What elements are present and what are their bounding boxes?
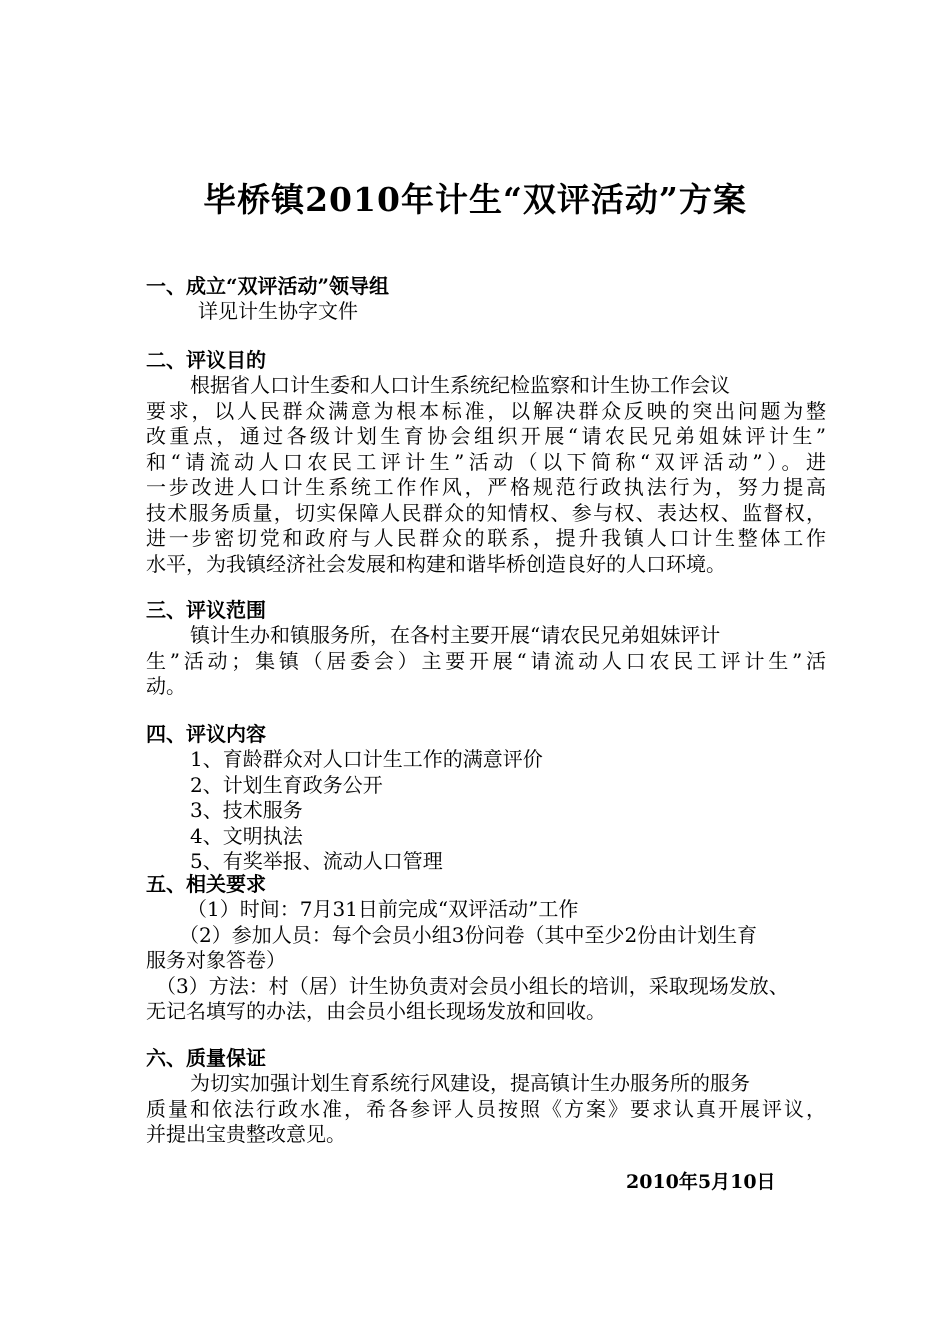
paragraph-line: 生”活动；集镇（居委会）主要开展“请流动人口农民工评计生”活 xyxy=(146,648,826,673)
paragraph-line: （3）方法：村（居）计生协负责对会员小组长的培训，采取现场发放、 xyxy=(156,973,789,998)
paragraph-line: 为切实加强计划生育系统行风建设，提高镇计生办服务所的服务 xyxy=(190,1071,750,1095)
list-item: 2、计划生育政务公开 xyxy=(190,772,383,797)
section-heading: 二、评议目的 xyxy=(146,348,266,372)
section-heading: 三、评议范围 xyxy=(146,598,266,622)
paragraph-line: 和“请流动人口农民工评计生”活动（以下简称“双评活动”）。进 xyxy=(146,449,826,474)
section-heading: 四、评议内容 xyxy=(146,722,266,746)
section-requirements xyxy=(146,872,826,1025)
section-purpose xyxy=(146,348,826,577)
section-heading: 五、相关要求 xyxy=(146,872,266,896)
paragraph-line: 详见计生协字文件 xyxy=(198,299,358,323)
document-date: 2010年5月10日 xyxy=(626,1171,776,1193)
paragraph-line: （2）参加人员：每个会员小组3份问卷（其中至少2份由计划生育 xyxy=(179,922,758,947)
list-item: 1、育龄群众对人口计生工作的满意评价 xyxy=(190,747,543,771)
paragraph-line: 无记名填写的办法，由会员小组长现场发放和回收。 xyxy=(146,999,606,1023)
list-item: 3、技术服务 xyxy=(190,798,303,822)
section-scope xyxy=(146,598,826,700)
paragraph-line: 并提出宝贵整改意见。 xyxy=(146,1122,346,1146)
paragraph-line: 要求，以人民群众满意为根本标准，以解决群众反映的突出问题为整 xyxy=(146,398,826,423)
list-item: 4、文明执法 xyxy=(190,823,303,848)
document-title: 毕桥镇2010年计生“双评活动”方案 xyxy=(203,180,747,219)
paragraph-line: 改重点，通过各级计划生育协会组织开展“请农民兄弟姐妹评计生” xyxy=(146,424,826,448)
section-quality-assurance xyxy=(146,1046,826,1148)
section-leadership-group xyxy=(146,274,826,325)
section-heading: 六、质量保证 xyxy=(146,1046,266,1070)
section-heading: 一、成立“双评活动”领导组 xyxy=(146,274,390,298)
paragraph-line: 镇计生办和镇服务所，在各村主要开展“请农民兄弟姐妹评计 xyxy=(190,623,721,647)
paragraph-line: 一步改进人口计生系统工作作风，严格规范行政执法行为，努力提高 xyxy=(146,475,826,499)
paragraph-line: 质量和依法行政水准，希各参评人员按照《方案》要求认真开展评议， xyxy=(146,1096,826,1121)
list-item: 5、有奖举报、流动人口管理 xyxy=(190,849,443,873)
section-content xyxy=(146,722,826,875)
paragraph-line: 根据省人口计生委和人口计生系统纪检监察和计生协工作会议 xyxy=(190,373,730,397)
paragraph-line: 进一步密切党和政府与人民群众的联系，提升我镇人口计生整体工作 xyxy=(146,526,826,550)
paragraph-line: （1）时间：7月31日前完成“双评活动”工作 xyxy=(187,897,579,921)
paragraph-line: 动。 xyxy=(146,674,186,698)
paragraph-line: 服务对象答卷） xyxy=(146,948,286,972)
paragraph-line: 技术服务质量，切实保障人民群众的知情权、参与权、表达权、监督权， xyxy=(146,500,826,525)
paragraph-line: 水平，为我镇经济社会发展和构建和谐毕桥创造良好的人口环境。 xyxy=(146,551,726,576)
